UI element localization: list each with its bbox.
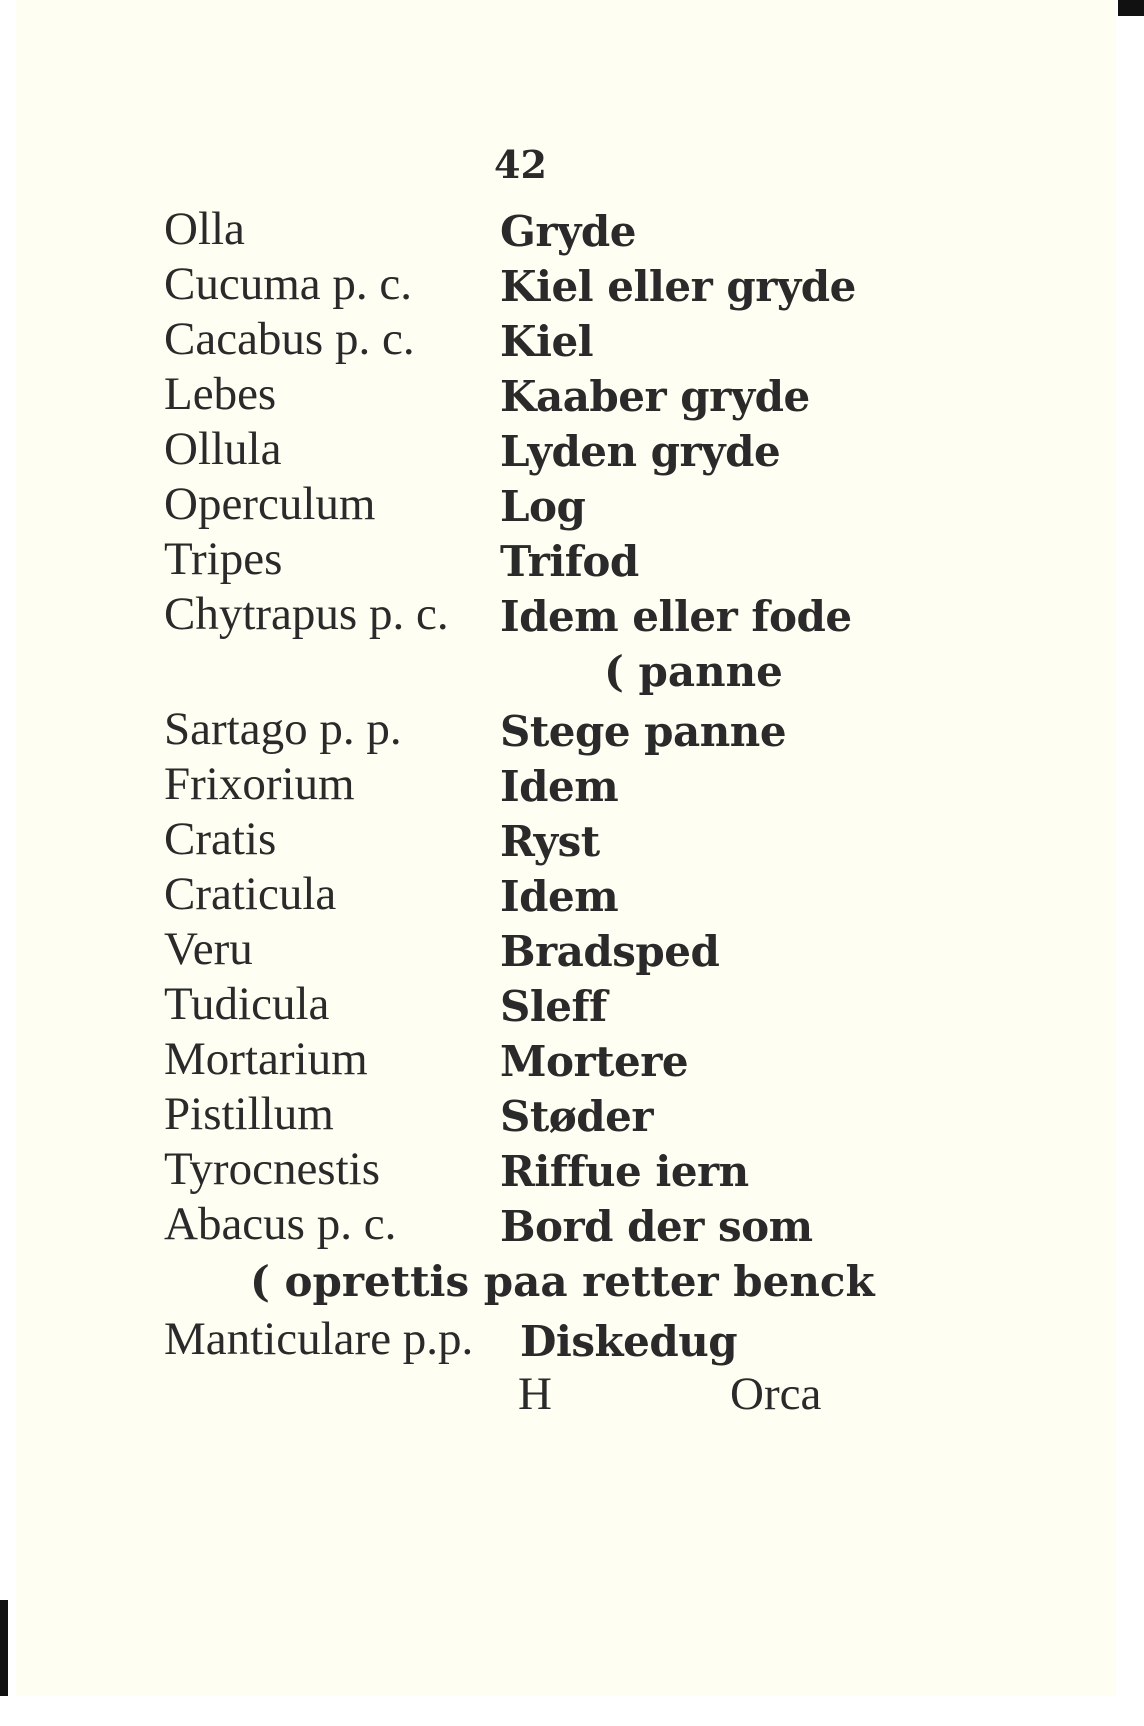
latin-term: Craticula [164, 868, 337, 920]
danish-term: Kiel [500, 317, 594, 366]
scan-shadow-right [1118, 0, 1144, 16]
danish-term: Stege panne [500, 707, 787, 756]
danish-term: Lyden gryde [500, 427, 781, 476]
danish-term: Trifod [500, 537, 639, 586]
latin-term: Abacus p. c. [164, 1198, 397, 1250]
latin-term: Mortarium [164, 1033, 368, 1085]
danish-term: Idem eller fode [500, 592, 852, 641]
latin-term: Cucuma p. c. [164, 258, 412, 310]
danish-term: Støder [500, 1092, 653, 1141]
latin-term: Pistillum [164, 1088, 334, 1140]
latin-term: Tripes [164, 533, 283, 585]
danish-term: Diskedug [520, 1317, 738, 1366]
danish-term: Log [500, 482, 586, 531]
catchword: Orca [730, 1368, 822, 1420]
danish-term: Bord der som [500, 1202, 813, 1251]
danish-term: Kiel eller gryde [500, 262, 856, 311]
latin-term: Olla [164, 203, 245, 255]
latin-term: Cratis [164, 813, 277, 865]
danish-term: Idem [500, 762, 619, 811]
danish-term: Riffue iern [500, 1147, 749, 1196]
continuation-line: ( panne [604, 647, 783, 696]
danish-term: Kaaber gryde [500, 372, 810, 421]
scan-margin-left [0, 0, 16, 1726]
latin-term: Chytrapus p. c. [164, 588, 449, 640]
danish-term: Bradsped [500, 927, 720, 976]
latin-term: Frixorium [164, 758, 355, 810]
danish-term: Idem [500, 872, 619, 921]
danish-term: Mortere [500, 1037, 689, 1086]
latin-term: Cacabus p. c. [164, 313, 415, 365]
latin-term: Lebes [164, 368, 277, 420]
latin-term: Ollula [164, 423, 282, 475]
danish-term: Sleff [500, 982, 607, 1031]
latin-term: Tudicula [164, 978, 330, 1030]
danish-term: Gryde [500, 207, 636, 256]
latin-term: Tyrocnestis [164, 1143, 380, 1195]
latin-term: Veru [164, 923, 253, 975]
latin-term: Manticulare p.p. [164, 1313, 474, 1365]
continuation-line: ( oprettis paa retter benck [250, 1257, 875, 1306]
latin-term: Sartago p. p. [164, 703, 402, 755]
latin-term: Operculum [164, 478, 376, 530]
page-number: 42 [494, 142, 547, 187]
scan-margin-right [1116, 0, 1144, 1726]
scan-margin-bottom [0, 1696, 1144, 1726]
signature-mark: H [518, 1368, 552, 1420]
danish-term: Ryst [500, 817, 600, 866]
